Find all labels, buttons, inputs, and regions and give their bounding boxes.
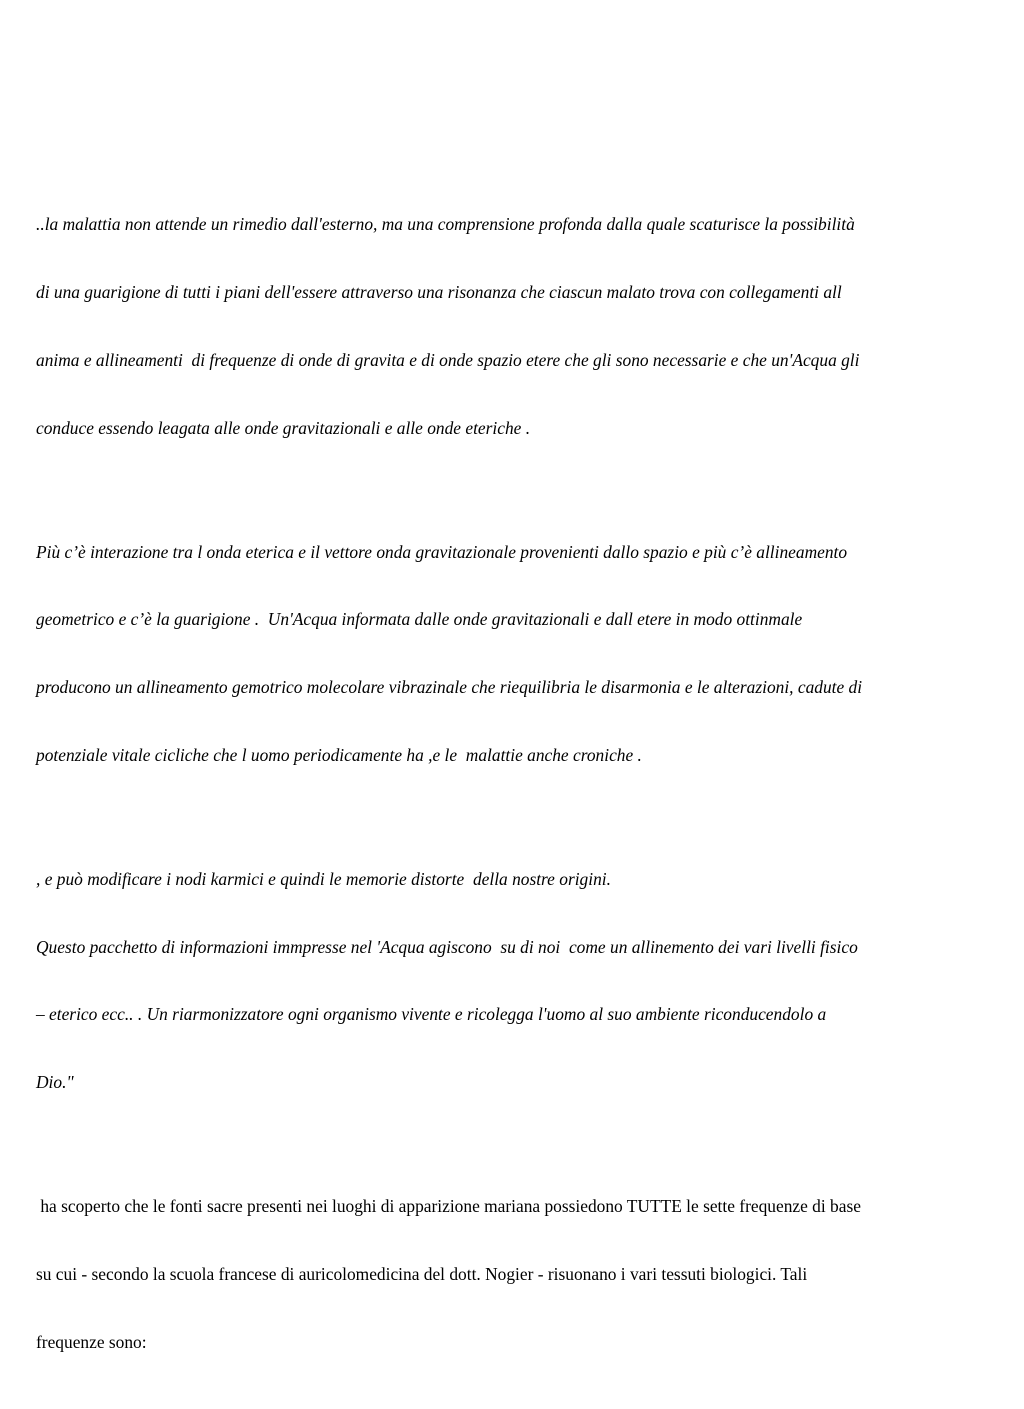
- text-line: Questo pacchetto di informazioni immpresse nel 'Acqua agiscono su di noi come un allinemento dei vari livelli fisico: [36, 936, 858, 957]
- text-line: Dio.": [36, 1072, 74, 1093]
- text-line: anima e allineamenti di frequenze di onde di gravita e di onde spazio etere che gli sono necessarie e che un'Acqua gli: [36, 349, 860, 370]
- text-line: ha scoperto che le fonti sacre presenti nei luoghi di apparizione mariana possiedono TUTTE le sette frequenze di base: [36, 1196, 861, 1217]
- text-line: , e può modificare i nodi karmici e quindi le memorie distorte della nostre origini.: [36, 868, 611, 889]
- text-line: frequenze sono:: [36, 1331, 147, 1352]
- text-line: ..la malattia non attende un rimedio dall'esterno, ma una comprensione profonda dalla quale scaturisce la possibilità: [36, 214, 855, 235]
- text-line: geometrico e c’è la guarigione . Un'Acqua informata dalle onde gravitazionali e dall etere in modo ottinmale: [36, 609, 803, 630]
- text-line: su cui - secondo la scuola francese di auricolomedicina del dott. Nogier - risuonano i vari tessuti biologici. Tali: [36, 1263, 808, 1284]
- text-line: Più c’è interazione tra l onda eterica e il vettore onda gravitazionale provenienti dallo spazio e più c’è allineamento: [36, 541, 848, 562]
- paragraph-etheric-interaction: [36, 495, 988, 811]
- text-line: – eterico ecc.. . Un riarmonizzatore ogni organismo vivente e ricolegga l'uomo al suo ambiente riconducendolo a: [36, 1004, 827, 1025]
- text-line: di una guarigione di tutti i piani dell'essere attraverso una risonanza che ciascun malato trova con collegamenti all: [36, 281, 842, 302]
- text-line: conduce essendo leagata alle onde gravitazionali e alle onde eteriche .: [36, 417, 531, 438]
- slide-text-body: [36, 168, 988, 1409]
- paragraph-karmic-nodes: [36, 823, 988, 1139]
- text-line: producono un allineamento gemotrico molecolare vibrazinale che riequilibria le disarmonia e le alterazioni, cadute di: [36, 677, 863, 698]
- paragraph-illness-remedy: [36, 168, 988, 484]
- paragraph-sacred-springs: [36, 1150, 988, 1399]
- text-line: potenziale vitale cicliche che l uomo periodicamente ha ,e le malattie anche croniche .: [36, 744, 642, 765]
